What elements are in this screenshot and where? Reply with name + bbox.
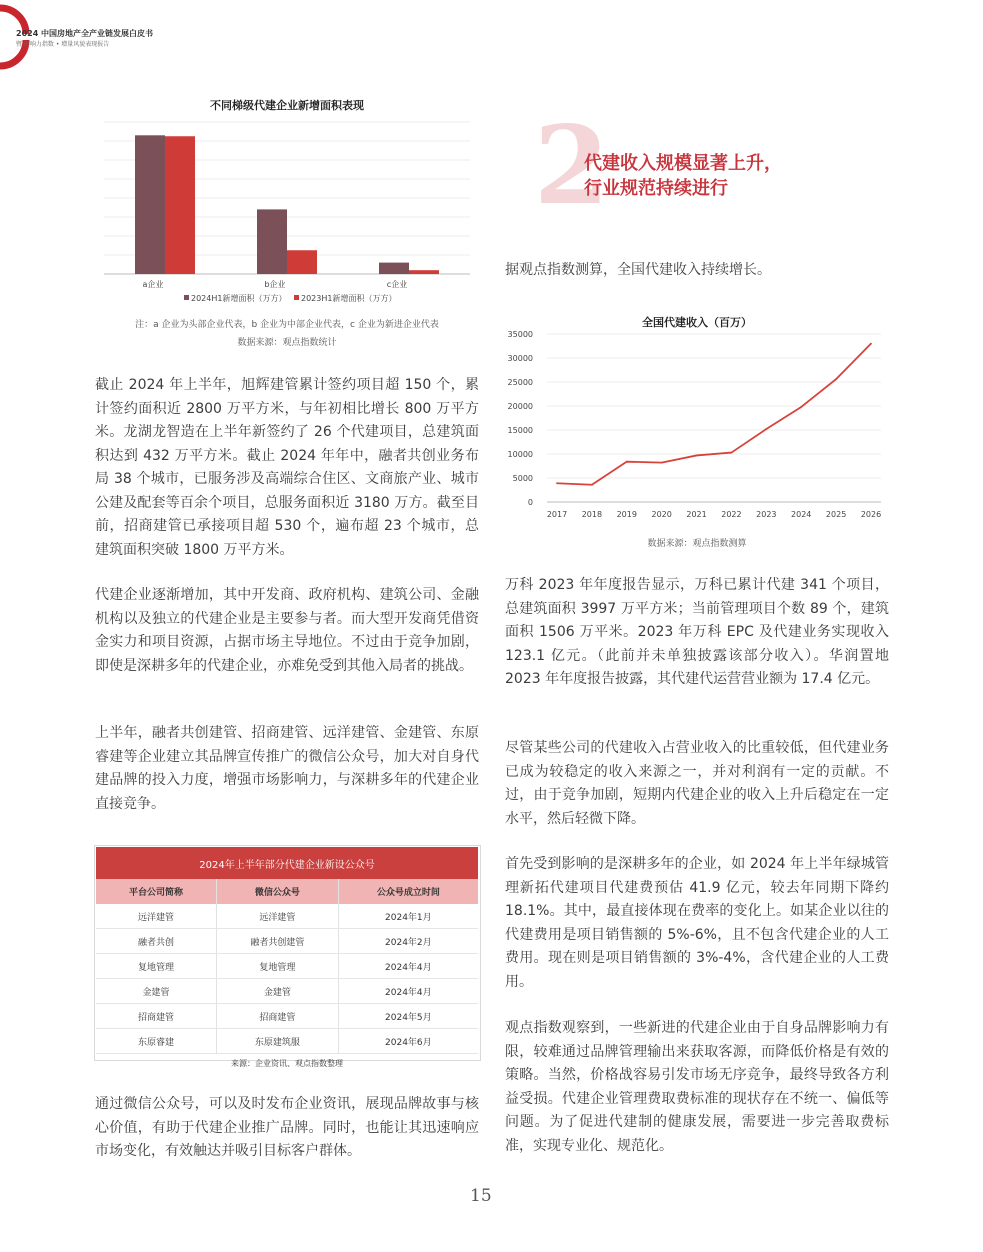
table-source: 来源：企业资讯、观点指数整理	[96, 1054, 478, 1074]
table-cell: 金建管	[96, 979, 217, 1004]
x-tick-label: 2023	[756, 510, 777, 519]
report-title: 2024 中国房地产全产业链发展白皮书	[16, 29, 154, 38]
x-tick-label: 2022	[721, 510, 742, 519]
y-tick-label: 20000	[507, 402, 533, 411]
paragraph-revenue-stability: 尽管某些公司的代建收入占营业收入的比重较低，但代建业务已成为较稳定的收入来源之一，并对利润有一定的贡献。不过，由于竞争加剧，短期内代建企业的收入上升后稳定在一定水平，然后轻微下降。	[505, 740, 889, 827]
legend-swatch	[184, 295, 189, 300]
x-tick-label: c企业	[386, 280, 408, 289]
table-row	[96, 1029, 478, 1054]
table-cell: 东原建筑服	[217, 1029, 339, 1054]
table-cell: 2024年5月	[338, 1004, 478, 1029]
table-cell: 融者共创	[96, 929, 217, 954]
revenue-line	[557, 344, 871, 485]
paragraph-project-stats: 截止 2024 年上半年，旭辉建管累计签约项目超 150 个，累计签约面积近 2800 万平方米，与年初相比增长 800 万平方米。龙湖龙智造在上半年新签约了 26 个代建项目，总建筑面积达到 432 万平方米。截止 2024 年年中，融者共创业务布局 38 个城市，已服务涉及高端综合住区、文商旅产业、城市公建及配套等百余个项目，总服务面积近 3180 万方。截至目前，招商建管已承接项目超 530 个，遍布超 23 个城市，总建筑面积突破 1800 万平方米。	[95, 377, 479, 558]
table-cell: 金建管	[217, 979, 339, 1004]
legend-label: 2023H1新增面积（万方）	[301, 294, 397, 303]
line-chart	[505, 328, 889, 524]
table-header-cell: 微信公众号	[217, 879, 339, 904]
table-cell: 2024年1月	[338, 904, 478, 929]
table-cell: 远洋建管	[96, 904, 217, 929]
legend-swatch	[294, 295, 299, 300]
x-tick-label: 2020	[651, 510, 672, 519]
table-cell: 招商建管	[217, 1004, 339, 1029]
data-point-2022	[731, 452, 733, 454]
table-row	[96, 904, 478, 929]
y-tick-label: 5000	[512, 474, 533, 483]
bar-c企业-2023h1	[409, 270, 439, 274]
table-cell: 2024年4月	[338, 954, 478, 979]
paragraph-participants: 代建企业逐渐增加，其中开发商、政府机构、建筑公司、金融机构以及独立的代建企业是主要参与者。而大型开发商凭借资金实力和项目资源，占据市场主导地位。不过由于竞争加剧，即使是深耕多年的代建企业，亦难免受到其他入局者的挑战。	[95, 587, 479, 674]
table-cell: 东原睿建	[96, 1029, 217, 1054]
table-cell: 2024年6月	[338, 1029, 478, 1054]
paragraph-vanke: 万科 2023 年年度报告显示，万科已累计代建 341 个项目，总建筑面积 3997 万平方米；当前管理项目个数 89 个，建筑面积 1506 万平米。2023 年万科 EPC 及代建业务实现收入 123.1 亿元。（此前并未单独披露该部分收入）。华润置地 2023 年年度报告披露，其代建代运营营业额为 17.4 亿元。	[505, 577, 889, 687]
bar-c企业-2024h1	[379, 263, 409, 274]
x-tick-label: 2026	[860, 510, 882, 519]
table-header-row	[96, 879, 478, 904]
x-tick-label: 2018	[581, 510, 603, 519]
line-chart-source: 数据来源：观点指数测算	[647, 539, 747, 549]
section-title-line1: 代建收入规模显著上升，	[584, 153, 782, 174]
bar-chart	[96, 112, 478, 308]
x-tick-label: 2024	[791, 510, 812, 519]
legend-label: 2024H1新增面积（万方）	[191, 294, 287, 303]
bar-a企业-2023h1	[165, 136, 195, 274]
y-tick-label: 25000	[507, 378, 533, 387]
table-cell: 复地管理	[217, 954, 339, 979]
table-cell: 融者共创建管	[217, 929, 339, 954]
bar-chart-note: 注：a 企业为头部企业代表，b 企业为中部企业代表，c 企业为新进企业代表	[135, 320, 439, 330]
paragraph-wechat-accounts: 上半年，融者共创建管、招商建管、远洋建管、金建管、东原睿建等企业建立其品牌宣传推广的微信公众号，加大对自身代建品牌的投入力度，增强市场影响力，与深耕多年的代建企业直接竞争。	[95, 725, 479, 812]
data-point-2023	[765, 428, 767, 430]
y-tick-label: 0	[527, 498, 533, 507]
table-cell: 复地管理	[96, 954, 217, 979]
wechat-accounts-table	[96, 847, 478, 1073]
x-tick-label: 2017	[546, 510, 568, 519]
table-header-cell: 平台公司简称	[96, 879, 217, 904]
x-tick-label: 2021	[686, 510, 707, 519]
page-number: 15	[470, 1186, 492, 1206]
data-point-2025	[835, 378, 837, 380]
y-tick-label: 10000	[507, 450, 533, 459]
data-point-2019	[626, 461, 628, 463]
report-subtitle: 暨 影响力指数 • 增量风貌表现报告	[16, 41, 110, 48]
data-point-2017	[556, 482, 558, 484]
data-point-2024	[800, 406, 802, 408]
table-caption: 2024年上半年部分代建企业新设公众号	[96, 847, 478, 879]
table-cell: 2024年4月	[338, 979, 478, 1004]
data-point-2021	[696, 455, 698, 457]
y-tick-label: 30000	[507, 354, 533, 363]
data-point-2020	[661, 462, 663, 464]
y-tick-label: 35000	[507, 330, 533, 339]
table-row	[96, 929, 478, 954]
x-tick-label: a企业	[142, 280, 164, 289]
bar-a企业-2024h1	[135, 135, 165, 274]
bar-chart-title: 不同梯级代建企业新增面积表现	[210, 99, 364, 112]
table-cell: 远洋建管	[217, 904, 339, 929]
x-tick-label: 2019	[616, 510, 637, 519]
section-number: 2	[534, 103, 610, 229]
bar-b企业-2024h1	[257, 209, 287, 274]
bar-chart-source: 数据来源：观点指数统计	[237, 338, 337, 348]
bar-b企业-2023h1	[287, 250, 317, 274]
section-intro: 据观点指数测算，全国代建收入持续增长。	[505, 262, 771, 278]
x-tick-label: b企业	[264, 280, 286, 289]
table-row	[96, 954, 478, 979]
paragraph-fee-rates: 首先受到影响的是深耕多年的企业，如 2024 年上半年绿城管理新拓代建项目代建费预估 41.9 亿元，较去年同期下降约 18.1%。其中，最直接体现在费率的变化上。如某企业以往的代建费用是项目销售额的 5%-6%，且不包含代建企业的人工费用。现在则是项目销售额的 3%-4%，含代建企业的人工费用。	[505, 856, 889, 990]
table-row	[96, 1004, 478, 1029]
section-title-line2: 行业规范持续进行	[584, 178, 728, 199]
data-point-2026	[870, 343, 872, 345]
x-tick-label: 2025	[825, 510, 847, 519]
table-cell: 招商建管	[96, 1004, 217, 1029]
line-chart-title: 全国代建收入（百万）	[642, 316, 752, 329]
paragraph-pricing-strategy: 观点指数观察到，一些新进的代建企业由于自身品牌影响力有限，较难通过品牌管理输出来获取客源，而降低价格是有效的策略。当然，价格战容易引发市场无序竞争，最终导致各方利益受损。代建企业管理费取费标准的现状存在不统一、偏低等问题。为了促进代建制的健康发展，需要进一步完善取费标准，实现专业化、规范化。	[505, 1020, 889, 1154]
paragraph-wechat-benefits: 通过微信公众号，可以及时发布企业资讯，展现品牌故事与核心价值，有助于代建企业推广品牌。同时，也能让其迅速响应市场变化，有效触达并吸引目标客户群体。	[95, 1096, 479, 1159]
y-tick-label: 15000	[507, 426, 533, 435]
table-row	[96, 979, 478, 1004]
table-cell: 2024年2月	[338, 929, 478, 954]
table-header-cell: 公众号成立时间	[338, 879, 478, 904]
data-point-2018	[591, 484, 593, 486]
